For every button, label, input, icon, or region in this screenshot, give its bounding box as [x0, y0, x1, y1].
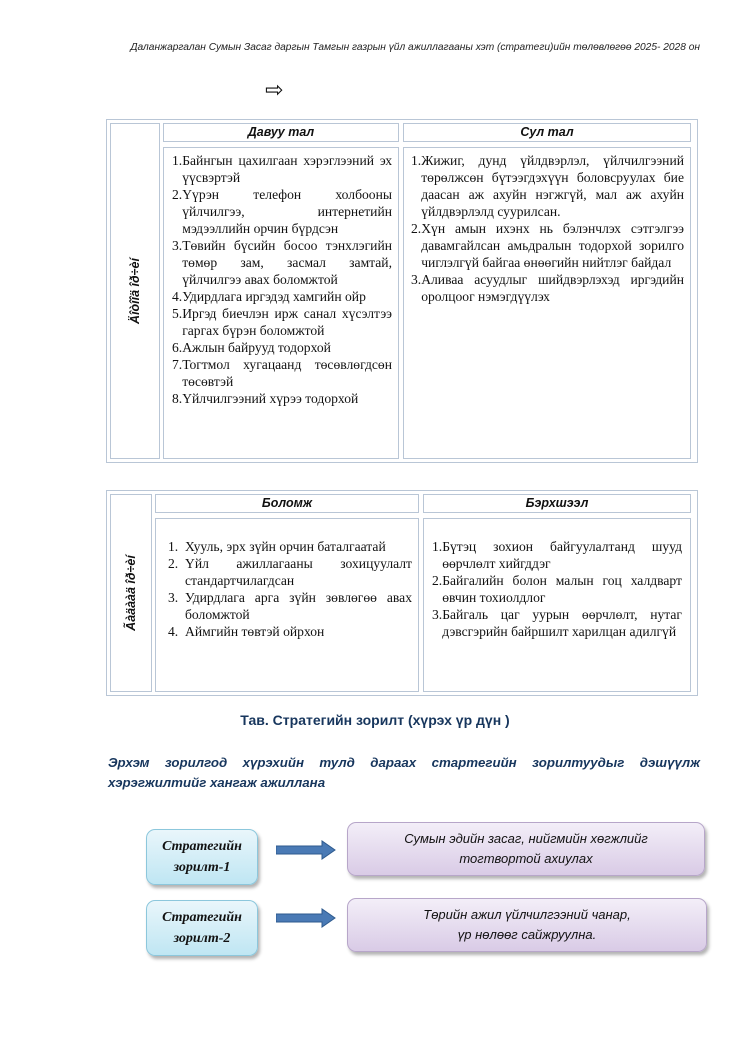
- goal-description-line2: үр нөлөөг сайжруулна.: [457, 927, 597, 942]
- list-item: [168, 555, 412, 589]
- item-number: 3.: [411, 272, 422, 287]
- goal-label-line1: Стратегийн: [162, 910, 242, 925]
- threats-list: [432, 538, 682, 640]
- goal-label-line1: Стратегийн: [162, 839, 242, 854]
- goal-description-line1: Төрийн ажил үйлчилгээний чанар,: [423, 907, 631, 922]
- goal-arrow-icon: [276, 908, 336, 928]
- item-text: Иргэд биечлэн ирж санал хүсэлтээ гаргах бүрэн боломжтой: [182, 306, 392, 338]
- list-item: [432, 572, 682, 606]
- goal-description-box: [347, 822, 705, 876]
- right-arrow-icon: ⇨: [265, 78, 284, 103]
- item-text: Төвийн бүсийн босоо тэнхлэгийн төмөр зам, засмал замтай, үйлчилгээ авах боломжтой: [182, 238, 392, 287]
- goal-arrow-icon: [276, 840, 336, 860]
- goal-label-box: [146, 829, 258, 885]
- strengths-list: [172, 152, 392, 407]
- list-item: [172, 186, 392, 237]
- list-item: [432, 606, 682, 640]
- strengths-cell: [163, 147, 399, 459]
- section-title: Тав. Стратегийн зорилт (хүрэх үр дүн ): [240, 712, 510, 728]
- item-text: Тогтмол хугацаанд төсөвлөгдсөн төсөвтэй: [182, 357, 392, 389]
- list-item: [172, 356, 392, 390]
- page-header: Даланжаргалан Сумын Засаг даргын Тамгын газрын үйл ажиллагааны хэт (стратеги)ийн төлөвлөгөө 2025- 2028 он: [130, 42, 700, 53]
- item-text: Байнгын цахилгаан хэрэглээний эх үүсвэртэй: [182, 153, 392, 185]
- list-item: [432, 538, 682, 572]
- item-number: 6.: [172, 340, 183, 355]
- threats-cell: [423, 518, 691, 692]
- goal-label-box: [146, 900, 258, 956]
- internal-swot-table: [106, 119, 698, 463]
- list-item: [172, 288, 392, 305]
- list-item: [411, 271, 684, 305]
- opportunities-list: [168, 538, 412, 640]
- opportunities-header: Боломж: [155, 494, 419, 513]
- item-number: 1.: [411, 153, 422, 168]
- item-text: Байгалийн болон малын гоц халдварт өвчин тохиолдлог: [442, 573, 682, 605]
- item-number: 2.: [168, 556, 179, 571]
- weaknesses-list: [411, 152, 684, 305]
- item-number: 1.: [432, 539, 443, 554]
- weaknesses-cell: [403, 147, 691, 459]
- item-text: Байгаль цаг уурын өөрчлөлт, нутаг дэвсгэрийн байршилт харилцан адилгүй: [442, 607, 682, 639]
- item-text: Үйл ажиллагааны зохицуулалт стандартчилагдсан: [185, 556, 412, 588]
- weaknesses-header: Сул тал: [403, 123, 691, 142]
- opportunities-cell: [155, 518, 419, 692]
- external-side-label-cell: [110, 494, 152, 692]
- list-item: [172, 390, 392, 407]
- list-item: [172, 339, 392, 356]
- item-text: Ажлын байрууд тодорхой: [182, 340, 331, 355]
- strengths-header: Давуу тал: [163, 123, 399, 142]
- item-text: Үүрэн телефон холбооны үйлчилгээ, интернетийн мэдээллийн орчин бүрдсэн: [182, 187, 392, 236]
- item-text: Жижиг, дунд үйлдвэрлэл, үйлчилгээний төрөлжсөн бүтээгдэхүүн боловсруулах бие даасан аж ахуйн нэгжгүй, мал аж ахуйн үйлдвэрлэлд суурилсан.: [421, 153, 684, 219]
- item-text: Удирдлага иргэдэд хамгийн ойр: [182, 289, 366, 304]
- item-text: Хууль, эрх зүйн орчин баталгаатай: [185, 539, 386, 554]
- item-number: 2.: [432, 573, 443, 588]
- item-number: 3.: [432, 607, 443, 622]
- list-item: [411, 220, 684, 271]
- list-item: [172, 305, 392, 339]
- internal-side-label: Äîòîîä îð÷èí: [128, 258, 142, 324]
- list-item: [411, 152, 684, 220]
- item-text: Үйлчилгээний хүрээ тодорхой: [182, 391, 359, 406]
- item-number: 3.: [168, 590, 179, 605]
- list-item: [168, 538, 412, 555]
- item-text: Бүтэц зохион байгуулалтанд шууд өөрчлөлт хийгддэг: [442, 539, 682, 571]
- item-number: 3.: [172, 238, 183, 253]
- intro-paragraph: Эрхэм зорилгод хүрэхийн тулд дараах стартегийн зорилтуудыг дэшүүлж хэрэгжилтийг хангаж ажиллана: [108, 755, 700, 790]
- item-number: 5.: [172, 306, 183, 321]
- item-text: Аливаа асуудлыг шийдвэрлэхэд иргэдийн оролцоог нэмэгдүүлэх: [421, 272, 684, 304]
- external-side-label: Ãàäààä îð÷èí: [124, 555, 138, 631]
- item-text: Хүн амын ихэнх нь бэлэнчлэх сэтгэлгээ давамгайлсан амьдралын тодорхой зорилго чиглэлгүй байгаа өнөөгийн нийтлэг байдал: [421, 221, 684, 270]
- goal-description-box: [347, 898, 707, 952]
- list-item: [172, 237, 392, 288]
- item-number: 4.: [172, 289, 183, 304]
- list-item: [168, 623, 412, 640]
- item-number: 1.: [172, 153, 183, 168]
- item-text: Аймгийн төвтэй ойрхон: [185, 624, 325, 639]
- item-number: 7.: [172, 357, 183, 372]
- item-number: 2.: [172, 187, 183, 202]
- list-item: [172, 152, 392, 186]
- external-swot-table: [106, 490, 698, 696]
- goal-label-line2: зорилт-2: [173, 931, 231, 946]
- item-number: 1.: [168, 539, 179, 554]
- goal-description-line1: Сумын эдийн засаг, нийгмийн хөгжлийг: [404, 831, 648, 846]
- internal-side-label-cell: [110, 123, 160, 459]
- threats-header: Бэрхшээл: [423, 494, 691, 513]
- list-item: [168, 589, 412, 623]
- goal-description-line2: тогтвортой ахиулах: [459, 851, 593, 866]
- item-number: 2.: [411, 221, 422, 236]
- goal-label-line2: зорилт-1: [173, 860, 231, 875]
- item-text: Удирдлага арга зүйн зөвлөгөө авах боломжтой: [185, 590, 412, 622]
- item-number: 8.: [172, 391, 183, 406]
- item-number: 4.: [168, 624, 179, 639]
